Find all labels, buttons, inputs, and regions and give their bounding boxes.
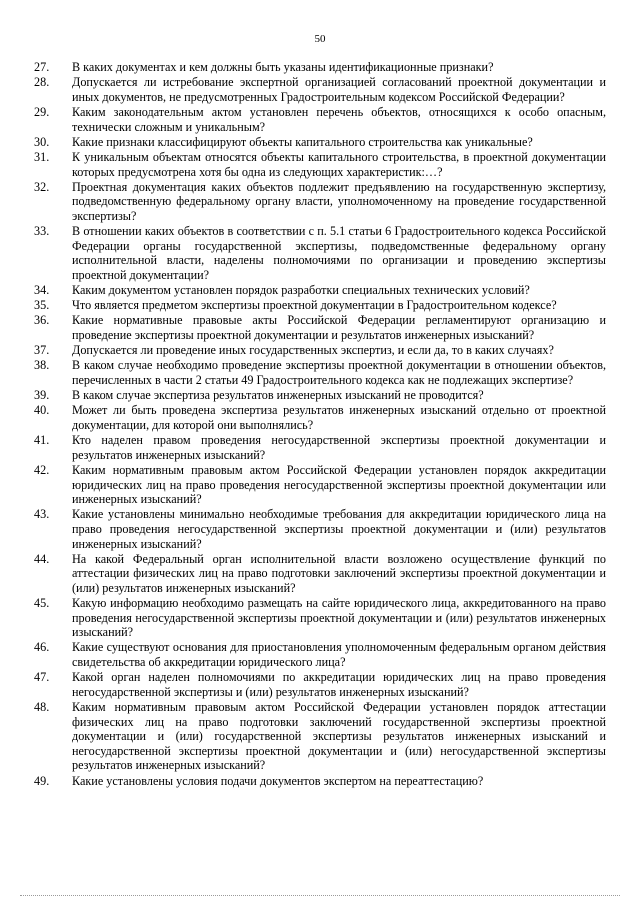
question-text: Каким законодательным актом установлен перечень объектов, относящихся к особо опасным, технически сложным и уникальным? bbox=[72, 104, 606, 134]
question-text: Какие признаки классифицируют объекты капитального строительства как уникальные? bbox=[72, 134, 533, 149]
question-item bbox=[34, 552, 606, 596]
question-number: 30. bbox=[34, 134, 50, 149]
question-text: Какие нормативные правовые акты Российской Федерации регламентируют организацию и проведение экспертизы проектной документации и результатов инженерных изысканий? bbox=[72, 313, 606, 343]
question-item bbox=[34, 403, 606, 432]
question-text: Может ли быть проведена экспертиза результатов инженерных изысканий отдельно от проектной документации, для которой они выполнялись? bbox=[72, 403, 606, 432]
question-number: 47. bbox=[34, 670, 50, 685]
question-number: 36. bbox=[34, 313, 50, 328]
question-item bbox=[34, 313, 606, 342]
question-text: На какой Федеральный орган исполнительной власти возложено осуществление функций по аттестации физических лиц на право подготовки заключений экспертизы проектной документации и (или) результатов инженерных изысканий? bbox=[72, 551, 606, 595]
question-number: 39. bbox=[34, 388, 50, 403]
question-number: 33. bbox=[34, 224, 50, 239]
question-number: 27. bbox=[34, 60, 50, 74]
question-text: Проектная документация каких объектов подлежит предъявлению на государственную экспертизу, подведомственную федеральному органу власти, уполномоченному на проведение государственной экспертизы? bbox=[72, 179, 606, 223]
question-text: В отношении каких объектов в соответствии с п. 5.1 статьи 6 Градостроительного кодекса Российской Федерации органы государственной экспертизы, подведомственные федеральному органу исполнительной власти, наделены полномочиями по организации и проведению экспертизы проектной документации? bbox=[72, 224, 606, 282]
question-text: Каким нормативным правовым актом Российской Федерации установлен порядок аттестации физических лиц на право подготовки заключений государственной экспертизы проектной документации и (или) государственной экспертизы результатов инженерных изысканий и негосударственной экспертизы проектной документации и (или) негосударственной экспертизы результатов инженерных изысканий? bbox=[72, 700, 606, 773]
question-number: 34. bbox=[34, 283, 50, 298]
question-number: 43. bbox=[34, 507, 50, 522]
question-number: 37. bbox=[34, 343, 50, 358]
page-number: 50 bbox=[314, 33, 326, 45]
question-item bbox=[34, 433, 606, 462]
question-number: 44. bbox=[34, 551, 50, 566]
question-item bbox=[34, 150, 606, 179]
question-number: 28. bbox=[34, 75, 50, 90]
question-text: Допускается ли истребование экспертной организацией согласований проектной документации и иных документов, не предусмотренных Градостроительным кодексом Российской Федерации? bbox=[72, 75, 606, 104]
question-number: 42. bbox=[34, 462, 50, 477]
question-text: Каким документом установлен порядок разработки специальных технических условий? bbox=[72, 283, 530, 298]
question-text: К уникальным объектам относятся объекты капитального строительства, в проектной документации которых предусмотрена хотя бы одна из следующих характеристик:…? bbox=[72, 149, 606, 179]
question-item bbox=[34, 774, 606, 789]
question-number: 46. bbox=[34, 640, 50, 655]
question-item bbox=[34, 298, 606, 313]
question-number: 48. bbox=[34, 700, 50, 714]
question-text: Какой орган наделен полномочиями по аккредитации юридических лиц на право проведения негосударственной экспертизы и (или) результатов инженерных изысканий? bbox=[72, 670, 606, 699]
question-text: Кто наделен правом проведения негосударственной экспертизы проектной документации и результатов инженерных изысканий? bbox=[72, 433, 606, 462]
question-item bbox=[34, 596, 606, 640]
question-text: Какую информацию необходимо размещать на сайте юридического лица, аккредитованного на право проведения негосударственной экспертизы проектной документации и (или) результатов инженерных изысканий? bbox=[72, 596, 606, 640]
question-item bbox=[34, 388, 606, 403]
question-number: 45. bbox=[34, 596, 50, 611]
question-list bbox=[34, 60, 606, 789]
question-item bbox=[34, 463, 606, 507]
question-text: В каком случае экспертиза результатов инженерных изысканий не проводится? bbox=[72, 388, 484, 403]
question-item bbox=[34, 283, 606, 298]
question-text: Каким нормативным правовым актом Российской Федерации установлен порядок аккредитации юридических лиц на право проведения негосударственной экспертизы проектной документации или инженерных изысканий? bbox=[72, 462, 606, 507]
question-item bbox=[34, 135, 606, 150]
bottom-divider bbox=[20, 895, 620, 896]
question-number: 40. bbox=[34, 403, 50, 418]
question-number: 32. bbox=[34, 179, 50, 194]
question-text: Какие установлены минимально необходимые требования для аккредитации юридического лица на право проведения негосударственной экспертизы проектной документации и (или) результатов инженерных изысканий? bbox=[72, 507, 606, 551]
question-item bbox=[34, 358, 606, 387]
question-number: 38. bbox=[34, 358, 50, 373]
question-text: Что является предметом экспертизы проектной документации в Градостроительном кодексе? bbox=[72, 298, 557, 313]
question-item bbox=[34, 60, 606, 75]
question-item bbox=[34, 180, 606, 224]
question-text: Какие существуют основания для приостановления уполномоченным федеральным органом действия свидетельства об аккредитации юридического лица? bbox=[72, 640, 606, 670]
question-number: 35. bbox=[34, 298, 50, 313]
question-number: 41. bbox=[34, 433, 50, 448]
question-text: Какие установлены условия подачи документов экспертом на переаттестацию? bbox=[72, 773, 484, 788]
question-item bbox=[34, 105, 606, 134]
question-number: 49. bbox=[34, 773, 50, 788]
question-item bbox=[34, 224, 606, 282]
question-item bbox=[34, 343, 606, 358]
question-item bbox=[34, 700, 606, 773]
question-item bbox=[34, 670, 606, 699]
question-item bbox=[34, 507, 606, 551]
question-item bbox=[34, 640, 606, 669]
question-number: 29. bbox=[34, 104, 50, 119]
question-text: Допускается ли проведение иных государственных экспертиз, и если да, то в каких случаях? bbox=[72, 343, 554, 358]
question-number: 31. bbox=[34, 149, 50, 164]
question-item bbox=[34, 75, 606, 104]
question-text: В каком случае необходимо проведение экспертизы проектной документации в отношении объектов, перечисленных в части 2 статьи 49 Градостроительного кодекса как не подлежащих экспертизе? bbox=[72, 358, 606, 387]
question-text: В каких документах и кем должны быть указаны идентификационные признаки? bbox=[72, 60, 494, 74]
